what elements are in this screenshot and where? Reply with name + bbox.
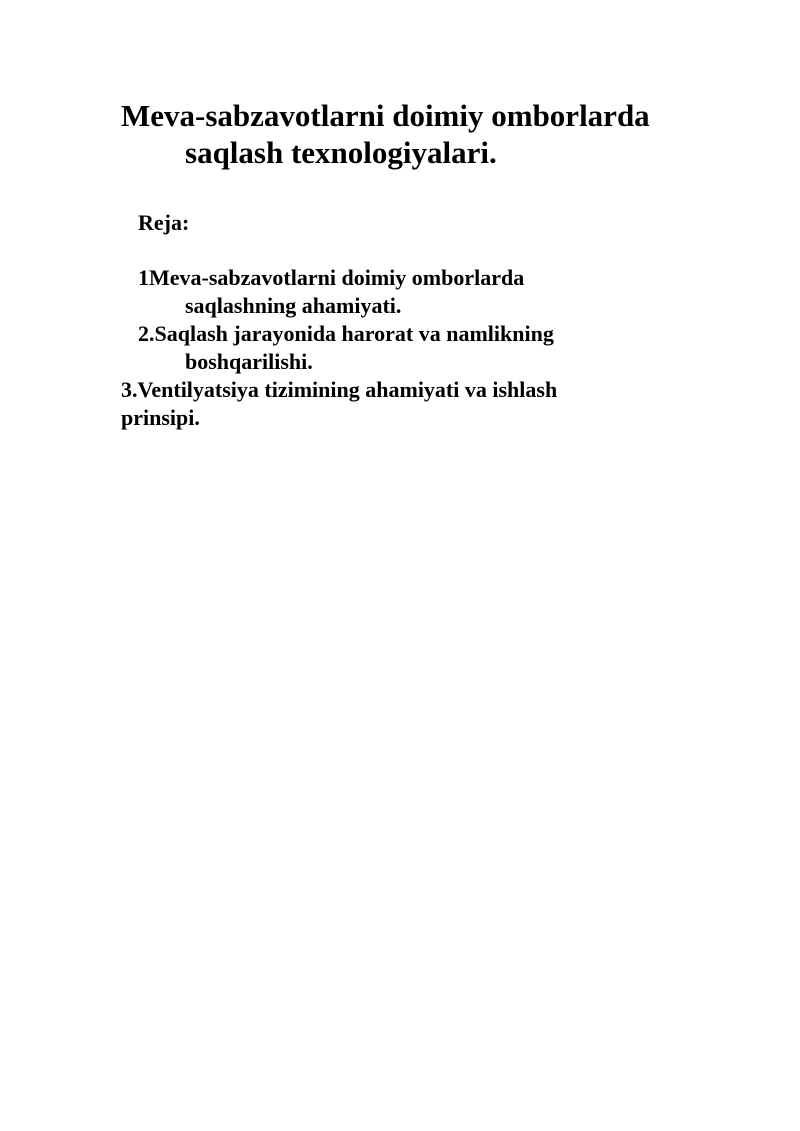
plan-item-2-line-1: 2.Saqlash jarayonida harorat va namlikning [138,321,554,346]
plan-item-1-line-1: 1Meva-sabzavotlarni doimiy omborlarda [138,265,525,290]
plan-item-3-line-1: 3.Ventilyatsiya tizimining ahamiyati va ishlash [121,377,558,402]
plan-item-2 [121,320,721,376]
plan-item-3-line-2: prinsipi. [121,405,200,430]
document-title [121,97,741,171]
plan-item-3 [121,376,721,432]
plan-heading: Reja: [138,210,190,235]
plan-item-2-line-2: boshqarilishi. [185,349,313,374]
title-line-2: saqlash texnologiyalari. [185,135,497,170]
plan-list [121,264,721,432]
title-line-1: Meva-sabzavotlarni doimiy omborlarda [121,98,650,133]
plan-item-1-line-2: saqlashning ahamiyati. [185,293,402,318]
plan-item-1 [121,264,721,320]
